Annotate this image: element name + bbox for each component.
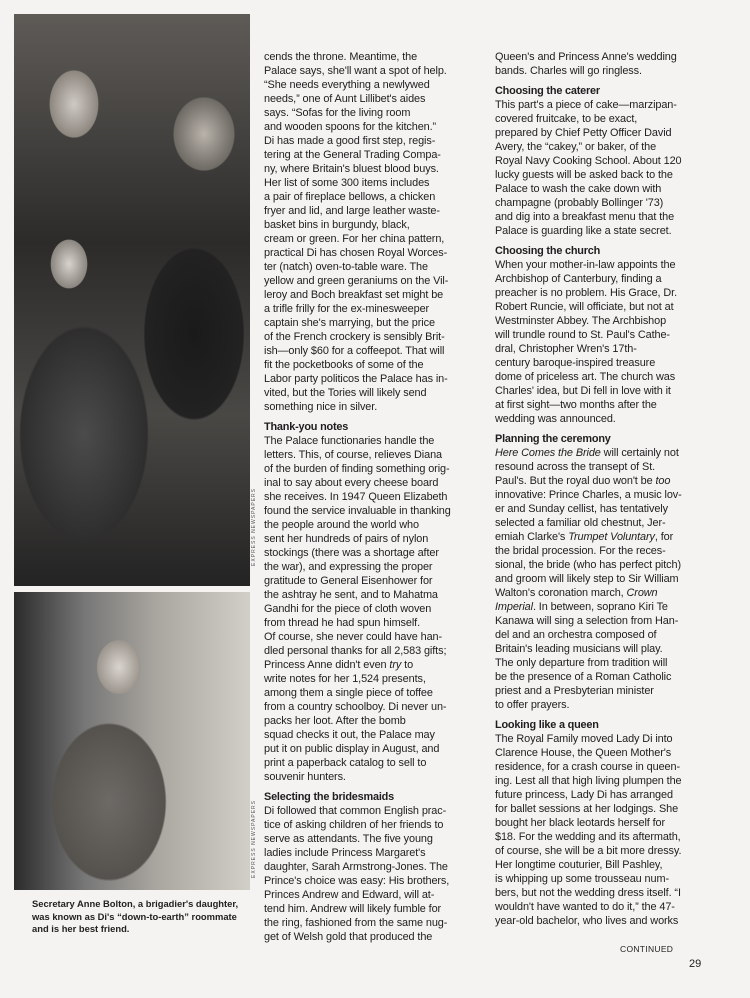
body-text-line: Archbishop of Canterbury, finding a xyxy=(495,273,662,285)
body-text-line: among them a single piece of toffee xyxy=(264,687,433,699)
body-text-line: Palace says, she'll want a spot of help. xyxy=(264,65,447,77)
body-text-line: from a country schoolboy. Di never un- xyxy=(264,701,447,713)
body-text-line: tice of asking children of her friends to xyxy=(264,819,444,831)
body-text-line: the war), and expressing the proper xyxy=(264,561,433,573)
body-text-line: bers, but not the wedding dress itself. “I xyxy=(495,887,681,899)
text-segment: , for xyxy=(654,531,674,543)
body-text-line: yellow and green geraniums on the Vil- xyxy=(264,275,449,287)
body-text-line: Britain's leading musicians will play. xyxy=(495,643,663,655)
body-text-line: lucky guests will be asked back to the xyxy=(495,169,673,181)
body-text-line: The Royal Family moved Lady Di into xyxy=(495,733,673,745)
body-text-line: souvenir hunters. xyxy=(264,771,346,783)
body-text-line: cends the throne. Meantime, the xyxy=(264,51,418,63)
body-text-line: a trifle frilly for the ex-minesweeper xyxy=(264,303,430,315)
body-text-line: “She needs everything a newlywed xyxy=(264,79,430,91)
body-text-line: from thread he had spun himself. xyxy=(264,617,421,629)
body-text-line: The only departure from tradition will xyxy=(495,657,668,669)
body-text-line: the people around the world who xyxy=(264,519,419,531)
article-section xyxy=(495,432,721,712)
body-text-line: squad checks it out, the Palace may xyxy=(264,729,435,741)
section-heading: Selecting the bridesmaids xyxy=(264,791,394,803)
body-text-line: of course, she will be a bit more dressy. xyxy=(495,845,682,857)
body-text-line: she receives. In 1947 Queen Elizabeth xyxy=(264,491,448,503)
body-text-line: vited, but the Tories will likely send xyxy=(264,387,427,399)
italic-text: Here Comes the Bride xyxy=(495,447,601,459)
section-heading: Thank-you notes xyxy=(264,421,349,433)
italic-text: try xyxy=(389,659,402,671)
body-text-line xyxy=(495,474,721,488)
section-heading: Choosing the church xyxy=(495,245,601,257)
body-text-line: captain she's marrying, but the price xyxy=(264,317,435,329)
body-text-line: Di followed that common English prac- xyxy=(264,805,447,817)
body-text-line: needs,” one of Aunt Lillibet's aides xyxy=(264,93,426,105)
body-text-line: Her list of some 300 items includes xyxy=(264,177,430,189)
body-text-line: selected a familiar old chestnut, Jer- xyxy=(495,517,666,529)
body-text-line: the ring, fashioned from the same nug- xyxy=(264,917,448,929)
body-text-line: Charles' idea, but Di fell in love with it xyxy=(495,385,671,397)
body-text-line: Di has made a good first step, regis- xyxy=(264,135,436,147)
body-text-line: priest and a Presbyterian minister xyxy=(495,685,654,697)
body-text-line: the bridal procession. For the reces- xyxy=(495,545,666,557)
body-text-line: resound across the transept of St. xyxy=(495,461,656,473)
body-text-line: get of Welsh gold that produced the xyxy=(264,931,433,943)
article-section xyxy=(495,84,721,238)
body-text-line: future princess, Lady Di has arranged xyxy=(495,789,673,801)
body-text-line: champagne (probably Bollinger '73) xyxy=(495,197,664,209)
photo-anne-bolton xyxy=(14,592,250,890)
section-heading: Choosing the caterer xyxy=(495,85,600,97)
body-text-line: gratitude to General Eisenhower for xyxy=(264,575,433,587)
italic-text: too xyxy=(655,475,671,487)
body-text-line: put it on public display in August, and xyxy=(264,743,440,755)
body-text-line: year-old bachelor, who lives and works xyxy=(495,915,679,927)
body-text-line: ter (natch) oven-to-table ware. The xyxy=(264,261,428,273)
body-text-line: and dig into a breakfast menu that the xyxy=(495,211,675,223)
body-text-line: daughter, Sarah Armstrong-Jones. The xyxy=(264,861,448,873)
body-text-line: Palace is guarding like a state secret. xyxy=(495,225,672,237)
body-text-line: Westminster Abbey. The Archbishop xyxy=(495,315,667,327)
body-text-line: Avery, the “cakey,” or baker, of the xyxy=(495,141,657,153)
body-text-line: covered fruitcake, to be exact, xyxy=(495,113,638,125)
body-text-line: bought her black leotards herself for xyxy=(495,817,666,829)
body-text-line: basket bins in burgundy, black, xyxy=(264,219,410,231)
body-text-line: tering at the General Trading Compa- xyxy=(264,149,441,161)
body-text-line: sional, the bride (who has perfect pitch) xyxy=(495,559,681,571)
body-text-line: wouldn't have wanted to do it,” the 47- xyxy=(495,901,675,913)
body-text-line: found the service invaluable in thanking xyxy=(264,505,451,517)
body-text-line: del and an orchestra composed of xyxy=(495,629,657,641)
text-segment: . In between, soprano Kiri Te xyxy=(532,601,668,613)
italic-text: Imperial xyxy=(495,601,533,613)
article-section xyxy=(495,244,721,426)
body-text-line: and groom will likely step to Sir William xyxy=(495,573,679,585)
body-text-line: sent her hundreds of pairs of nylon xyxy=(264,533,429,545)
article-section xyxy=(495,50,721,78)
body-text-line: write notes for her 1,524 presents, xyxy=(264,673,426,685)
body-text-line: will trundle round to St. Paul's Cathe- xyxy=(495,329,670,341)
text-segment: will certainly not xyxy=(600,447,679,459)
body-text-line: fit the pocketbooks of some of the xyxy=(264,359,424,371)
body-text-line: century baroque-inspired treasure xyxy=(495,357,656,369)
section-heading: Planning the ceremony xyxy=(495,433,611,445)
section-heading: Looking like a queen xyxy=(495,719,599,731)
body-text-line: serve as attendants. The five young xyxy=(264,833,433,845)
body-text-line: Princes Andrew and Edward, will at- xyxy=(264,889,435,901)
body-text-line: of the burden of finding something orig- xyxy=(264,463,450,475)
photo-credit: EXPRESS NEWSPAPERS xyxy=(251,800,257,878)
body-text-line: cream or green. For her china pattern, xyxy=(264,233,445,245)
body-text-line: at first sight—two months after the xyxy=(495,399,657,411)
body-text-line: is whipping up some trousseau num- xyxy=(495,873,669,885)
body-text-line: to offer prayers. xyxy=(495,699,570,711)
body-text-line: Royal Navy Cooking School. About 120 xyxy=(495,155,682,167)
italic-text: Trumpet Voluntary xyxy=(568,531,655,543)
photo-crowd-with-camera xyxy=(14,14,250,586)
body-text-line: Gandhi for the piece of cloth woven xyxy=(264,603,432,615)
article-section xyxy=(264,790,486,944)
text-segment: Walton's coronation march, xyxy=(495,587,627,599)
body-text-line: be the presence of a Roman Catholic xyxy=(495,671,672,683)
body-text-line: Her longtime couturier, Bill Pashley, xyxy=(495,859,663,871)
body-text-line: and wooden spoons for the kitchen.” xyxy=(264,121,437,133)
body-text-line xyxy=(495,586,721,600)
body-text-line: something nice in silver. xyxy=(264,401,378,413)
body-text-line: stockings (there was a shortage after xyxy=(264,547,439,559)
photo-credit: EXPRESS NEWSPAPERS xyxy=(251,488,257,566)
text-segment: emiah Clarke's xyxy=(495,531,569,543)
text-segment: to xyxy=(401,659,414,671)
body-text-line: er and Sunday cellist, has tentatively xyxy=(495,503,668,515)
photo-caption: Secretary Anne Bolton, a brigadier's daughter, was known as Di's “down-to-earth” roommate and is her best friend. xyxy=(32,898,239,934)
body-text-line: ny, where Britain's bluest blood buys. xyxy=(264,163,439,175)
body-text-line xyxy=(495,446,721,460)
body-text-line: print a paperback catalog to sell to xyxy=(264,757,427,769)
body-text-line: ing. Lest all that high living plumpen the xyxy=(495,775,682,787)
body-text-line: the ashtray he sent, and to Mahatma xyxy=(264,589,438,601)
text-segment: Princess Anne didn't even xyxy=(264,659,390,671)
body-text-line xyxy=(495,600,721,614)
article-section xyxy=(264,420,486,784)
body-text-line: letters. This, of course, relieves Diana xyxy=(264,449,442,461)
body-text-line: tend him. Andrew will likely fumble for xyxy=(264,903,442,915)
body-text-line: preacher is no problem. His Grace, Dr. xyxy=(495,287,678,299)
article-column-2 xyxy=(495,50,721,934)
body-text-line: dral, Christopher Wren's 17th- xyxy=(495,343,637,355)
body-text-line: practical Di has chosen Royal Worces- xyxy=(264,247,448,259)
body-text-line: bands. Charles will go ringless. xyxy=(495,65,642,77)
body-text-line: inal to say about every cheese board xyxy=(264,477,439,489)
article-column-1 xyxy=(264,50,486,950)
body-text-line: $18. For the wedding and its aftermath, xyxy=(495,831,681,843)
body-text-line: ish—only $60 for a coffeepot. That will xyxy=(264,345,445,357)
body-text-line: prepared by Chief Petty Officer David xyxy=(495,127,672,139)
body-text-line: Queen's and Princess Anne's wedding xyxy=(495,51,677,63)
article-section xyxy=(264,50,486,414)
body-text-line: of the French crockery is sensibly Brit- xyxy=(264,331,445,343)
page-number: 29 xyxy=(689,958,702,970)
body-text-line: When your mother-in-law appoints the xyxy=(495,259,676,271)
body-text-line: packs her loot. After the bomb xyxy=(264,715,406,727)
continued-label: CONTINUED xyxy=(620,944,674,954)
body-text-line xyxy=(495,530,721,544)
body-text-line: a pair of fireplace bellows, a chicken xyxy=(264,191,436,203)
body-text-line: Robert Runcie, will officiate, but not at xyxy=(495,301,674,313)
body-text-line: ladies include Princess Margaret's xyxy=(264,847,426,859)
body-text-line: Palace to wash the cake down with xyxy=(495,183,662,195)
body-text-line: for ballet sessions at her lodgings. She xyxy=(495,803,679,815)
body-text-line: Kanawa will sing a selection from Han- xyxy=(495,615,679,627)
text-segment: Paul's. But the royal duo won't be xyxy=(495,475,656,487)
body-text-line: Prince's choice was easy: His brothers, xyxy=(264,875,450,887)
body-text-line: Of course, she never could have han- xyxy=(264,631,443,643)
body-text-line: Clarence House, the Queen Mother's xyxy=(495,747,672,759)
body-text-line: Labor party politicos the Palace has in- xyxy=(264,373,448,385)
body-text-line: says. “Sofas for the living room xyxy=(264,107,411,119)
body-text-line: fryer and lid, and large leather waste- xyxy=(264,205,440,217)
body-text-line: The Palace functionaries handle the xyxy=(264,435,435,447)
body-text-line: leroy and Boch breakfast set might be xyxy=(264,289,444,301)
body-text-line: dome of priceless art. The church was xyxy=(495,371,676,383)
body-text-line: This part's a piece of cake—marzipan- xyxy=(495,99,677,111)
body-text-line: innovative: Prince Charles, a music lov- xyxy=(495,489,682,501)
body-text-line xyxy=(264,658,486,672)
body-text-line: dled personal thanks for all 2,583 gifts; xyxy=(264,645,447,657)
article-section xyxy=(495,718,721,928)
body-text-line: residence, for a crash course in queen- xyxy=(495,761,680,773)
italic-text: Crown xyxy=(626,587,658,599)
body-text-line: wedding was announced. xyxy=(495,413,616,425)
